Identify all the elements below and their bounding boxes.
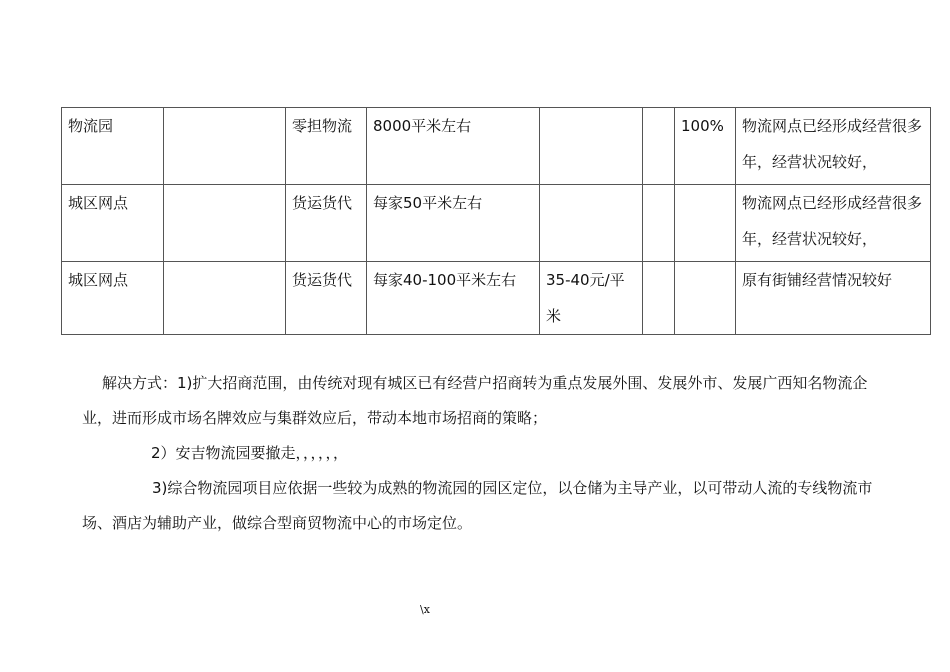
table-row: [62, 185, 931, 262]
solution-paragraph-3: 3)综合物流园项目应依据一些较为成熟的物流园的园区定位，以仓储为主导产业，以可带动人流的专线物流市场、酒店为辅助产业，做综合型商贸物流中心的市场定位。: [82, 479, 873, 532]
solution-paragraph-1: 解决方式：1)扩大招商范围，由传统对现有城区已有经营户招商转为重点发展外围、发展外市、发展广西知名物流企业，进而形成市场名牌效应与集群效应后，带动本地市场招商的策略；: [82, 374, 868, 427]
table-row: [62, 262, 931, 335]
table-cell: 100%: [675, 108, 736, 185]
market-info-table: [61, 107, 931, 335]
table-cell: 物流网点已经形成经营很多年，经营状况较好，: [736, 108, 931, 185]
table-cell: 原有街铺经营情况较好: [736, 262, 931, 335]
table-cell: [675, 185, 736, 262]
table-cell: [675, 262, 736, 335]
table-cell: 每家50平米左右: [367, 185, 540, 262]
table-cell: 35-40元/平米: [540, 262, 643, 335]
table-cell: 8000平米左右: [367, 108, 540, 185]
table-cell: [540, 108, 643, 185]
table-cell: [164, 185, 286, 262]
table-cell: [643, 262, 675, 335]
table-cell: [643, 185, 675, 262]
table-cell: [540, 185, 643, 262]
table-cell: 零担物流: [286, 108, 367, 185]
table-cell: 货运货代: [286, 185, 367, 262]
table-cell: 物流网点已经形成经营很多年，经营状况较好，: [736, 185, 931, 262]
table-cell: 城区网点: [62, 185, 164, 262]
table-cell: 城区网点: [62, 262, 164, 335]
table-cell: [164, 262, 286, 335]
table-cell: 每家40-100平米左右: [367, 262, 540, 335]
table-row: [62, 108, 931, 185]
solution-paragraph-2: 2）安吉物流园要撤走，，，，，，: [151, 444, 349, 462]
table-cell: [164, 108, 286, 185]
table-cell: 物流园: [62, 108, 164, 185]
table-cell: [643, 108, 675, 185]
table-cell: 货运货代: [286, 262, 367, 335]
page-footer-mark: \x: [420, 603, 430, 616]
